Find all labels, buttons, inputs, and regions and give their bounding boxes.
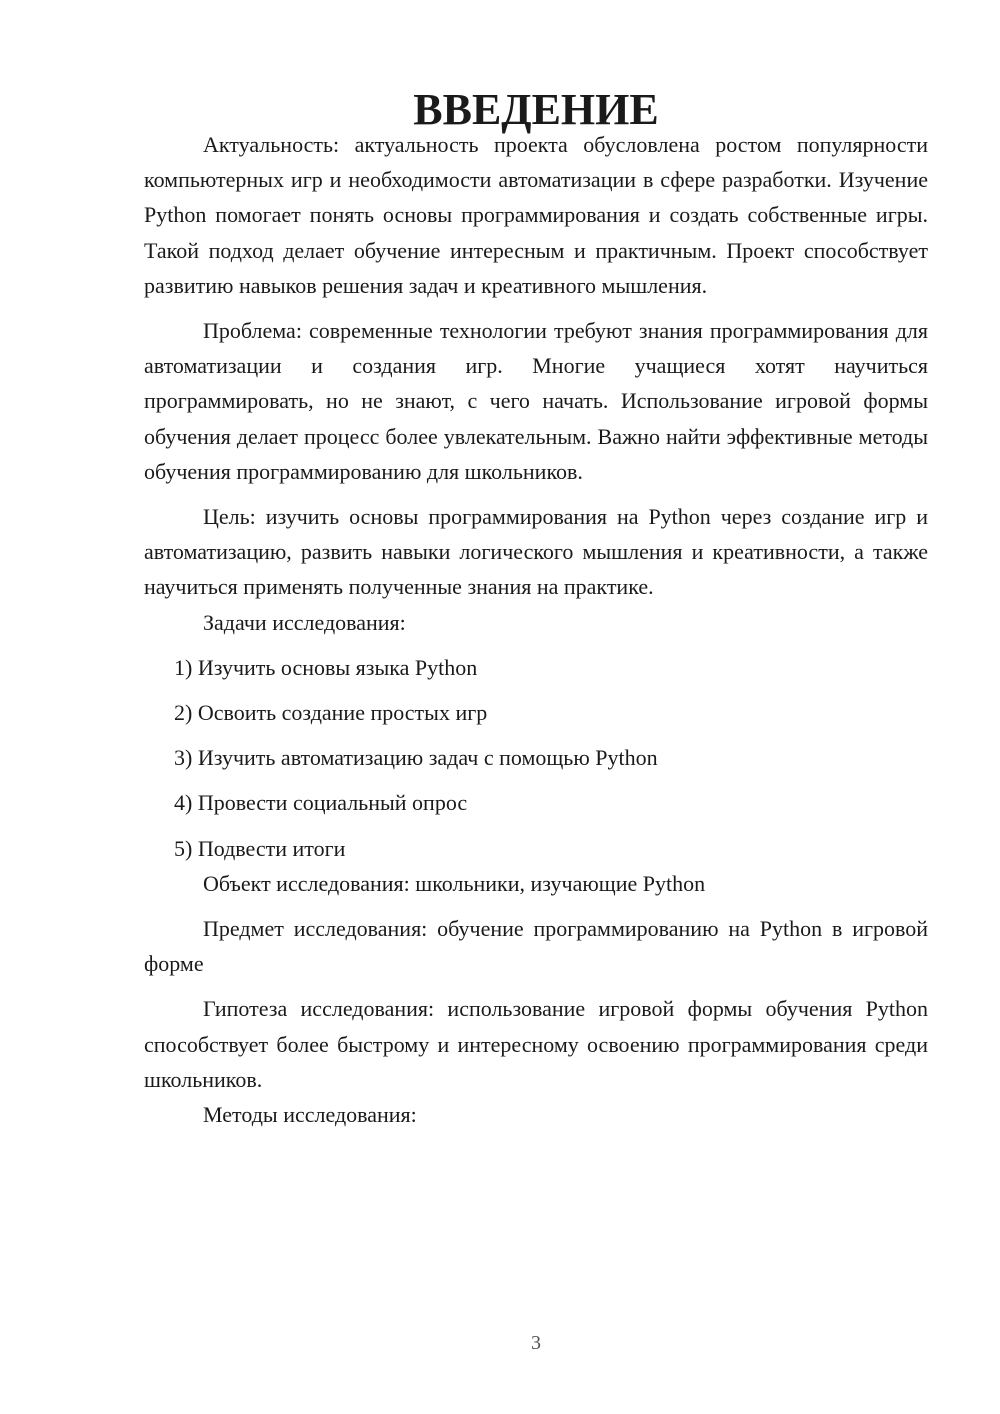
hypothesis-paragraph: Гипотеза исследования: использование игровой формы обучения Python способствует более быстрому и интересному освоению программирования среди школьников. [144,996,928,1092]
subject-paragraph: Предмет исследования: обучение программированию на Python в игровой форме [144,915,929,977]
tasks-list [144,650,928,866]
task-item: 4) Провести социальный опрос [174,790,468,816]
task-item: 1) Изучить основы языка Python [174,654,478,680]
page-number: 3 [531,1332,541,1354]
task-item: 2) Освоить создание простых игр [174,700,488,726]
section-title: ВВЕДЕНИЕ [413,85,659,134]
problem-paragraph: Проблема: современные технологии требуют знания программирования для автоматизации и создания игр. Многие учащиеся хотят научиться программировать, но не знают, с чего начать. Использование игровой формы обучения делает процесс более увлекательным. Важно найти эффективные методы обучения программированию для школьников. [144,318,928,484]
relevance-paragraph: Актуальность: актуальность проекта обусловлена ростом популярности компьютерных игр и необходимости автоматизации в сфере разработки. Изучение Python помогает понять основы программирования и создать собственные игры. Такой подход делает обучение интересным и практичным. Проект способствует развитию навыков решения задач и креативного мышления. [144,132,928,298]
tasks-heading: Задачи исследования: [203,609,406,635]
task-item: 5) Подвести итоги [174,835,346,861]
page-content [144,85,929,1132]
object-paragraph: Объект исследования: школьники, изучающие Python [203,870,706,896]
task-item: 3) Изучить автоматизацию задач с помощью Python [174,745,658,771]
methods-heading: Методы исследования: [203,1101,417,1127]
goal-paragraph: Цель: изучить основы программирования на Python через создание игр и автоматизацию, развить навыки логического мышления и креативности, а также научиться применять полученные знания на практике. [144,504,928,600]
